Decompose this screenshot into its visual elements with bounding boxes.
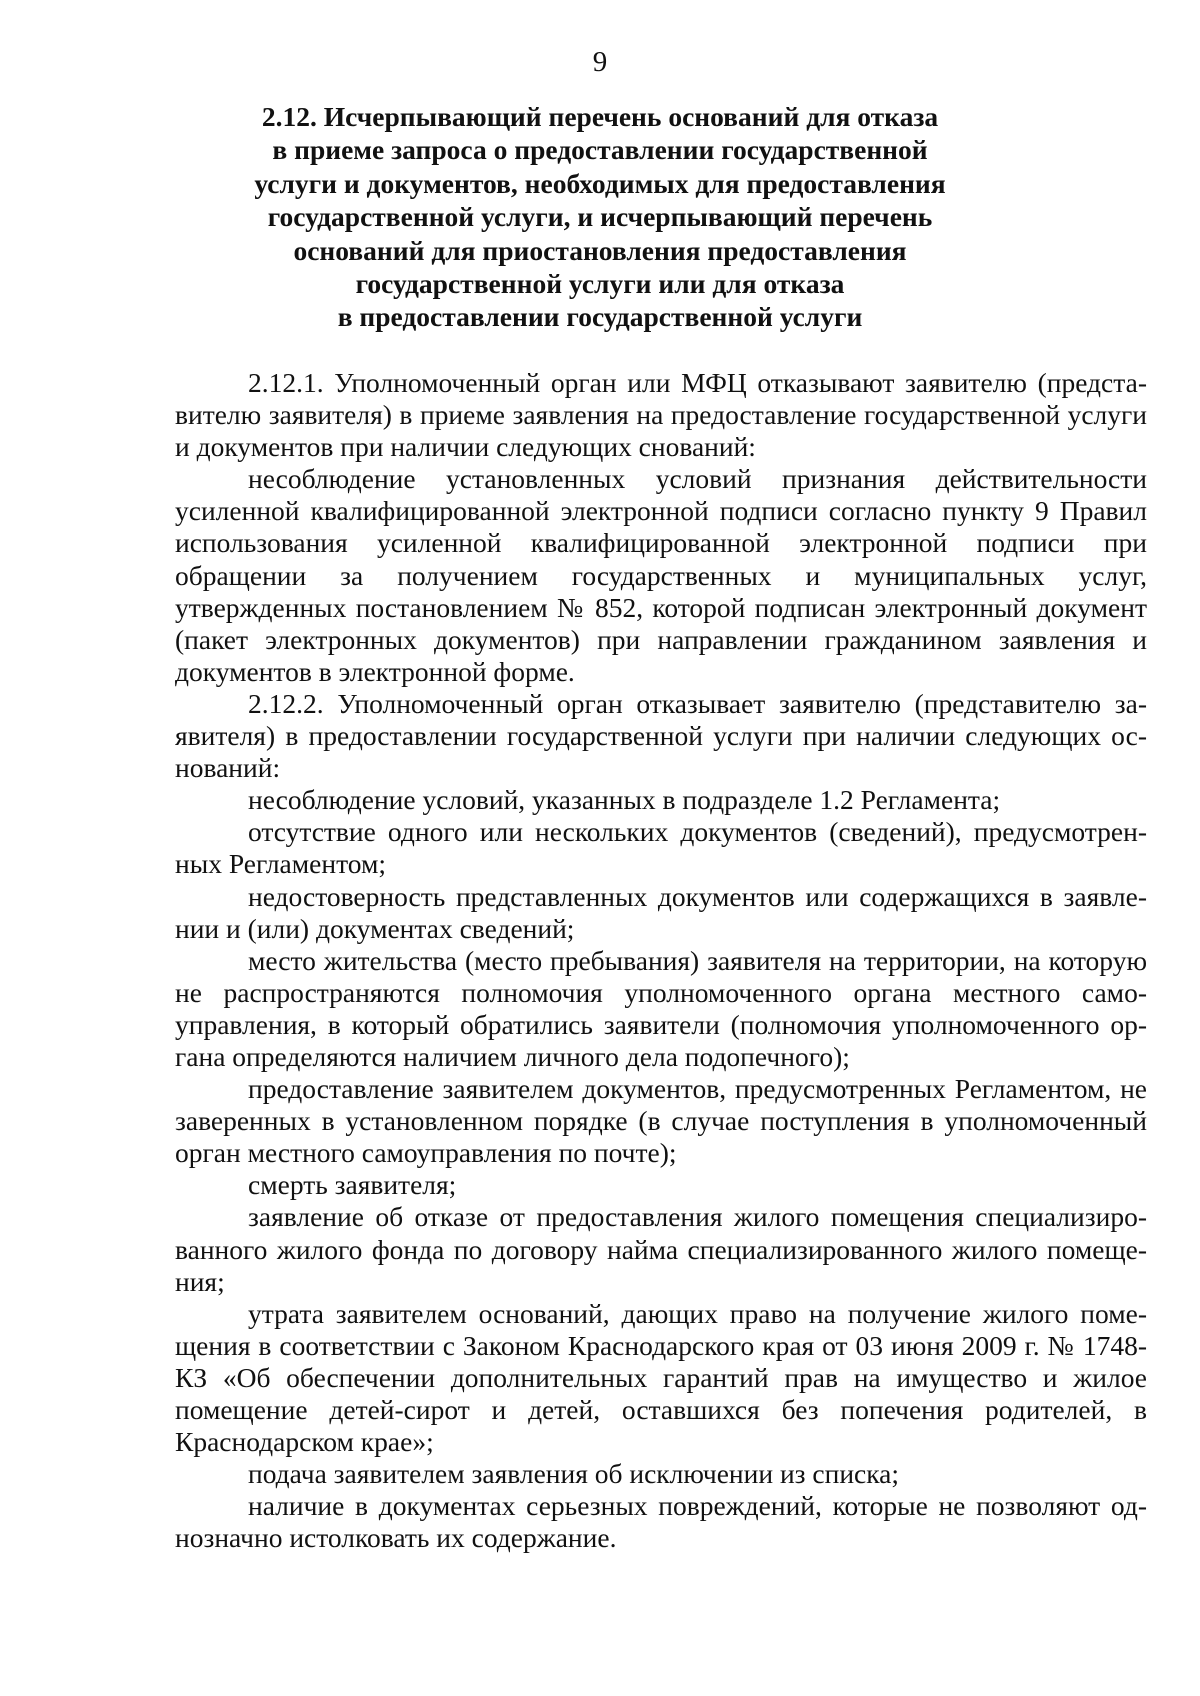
section-heading	[170, 100, 1030, 334]
list-item: недостоверность представленных документов или содержащихся в заявлении и (или) документах сведений;	[175, 880, 1147, 944]
list-item: несоблюдение условий, указанных в подразделе 1.2 Регламента;	[248, 784, 1001, 816]
list-item: место жительства (место пребывания) заявителя на территории, на которую не распространяются полномочия уполномоченного органа местного самоуправления, в который обратились заявители (полномочия уполномоченного органа определяются наличием личного дела подопечного);	[175, 944, 1147, 1072]
paragraph: несоблюдение установленных условий признания действительности усиленной квалифицированной электронной подписи согласно пункту 9 Правил использования усиленной квалифицированной электронной подписи при обращении за получением государственных и муниципальных услуг, утвержденных постановлением № 852, которой подписан электронный документ (пакет электронных документов) при направлении гражданином заявления и документов в электронной форме.	[175, 463, 1147, 687]
page-number: 9	[592, 46, 608, 78]
list-item: смерть заявителя;	[248, 1169, 457, 1201]
heading-line: 2.12. Исчерпывающий перечень оснований для отказа	[261, 101, 939, 132]
list-item: подача заявителем заявления об исключении из списка;	[248, 1458, 900, 1490]
heading-line: услуги и документов, необходимых для предоставления	[254, 167, 946, 199]
list-item: предоставление заявителем документов, предусмотренных Регламентом, не заверенных в установленном порядке (в случае поступления в уполномоченный орган местного самоуправления по почте);	[175, 1073, 1147, 1169]
list-item: отсутствие одного или нескольких документов (сведений), предусмотренных Регламентом;	[175, 816, 1147, 880]
document-body	[175, 367, 1147, 1554]
heading-line: в предоставлении государственной услуги	[337, 301, 863, 333]
paragraph-2-12-2: 2.12.2. Уполномоченный орган отказывает заявителю (представителю заявителя) в предоставлении государственной услуги при наличии следующих оснований:	[175, 687, 1147, 784]
paragraph-2-12-1: 2.12.1. Уполномоченный орган или МФЦ отказывают заявителю (представителю заявителя) в приеме заявления на предоставление государственной услуги и документов при наличии следующих снований:	[175, 367, 1147, 463]
heading-line: государственной услуги или для отказа	[355, 268, 845, 300]
heading-line: оснований для приостановления предоставления	[293, 234, 907, 266]
list-item: наличие в документах серьезных повреждений, которые не позволяют однозначно истолковать их содержание.	[175, 1490, 1147, 1554]
list-item: утрата заявителем оснований, дающих право на получение жилого помещения в соответствии с Законом Краснодарского края от 03 июня 2009 г. № 1748-КЗ «Об обеспечении дополнительных гарантий прав на имущество и жилое помещение детей-сирот и детей, оставшихся без попечения родителей, в Краснодарском крае»;	[175, 1297, 1147, 1458]
list-item: заявление об отказе от предоставления жилого помещения специализированного жилого фонда по договору найма специализированного жилого помещения;	[175, 1201, 1147, 1297]
heading-line: в приеме запроса о предоставлении государственной	[272, 134, 928, 166]
heading-line: государственной услуги, и исчерпывающий перечень	[267, 201, 933, 233]
